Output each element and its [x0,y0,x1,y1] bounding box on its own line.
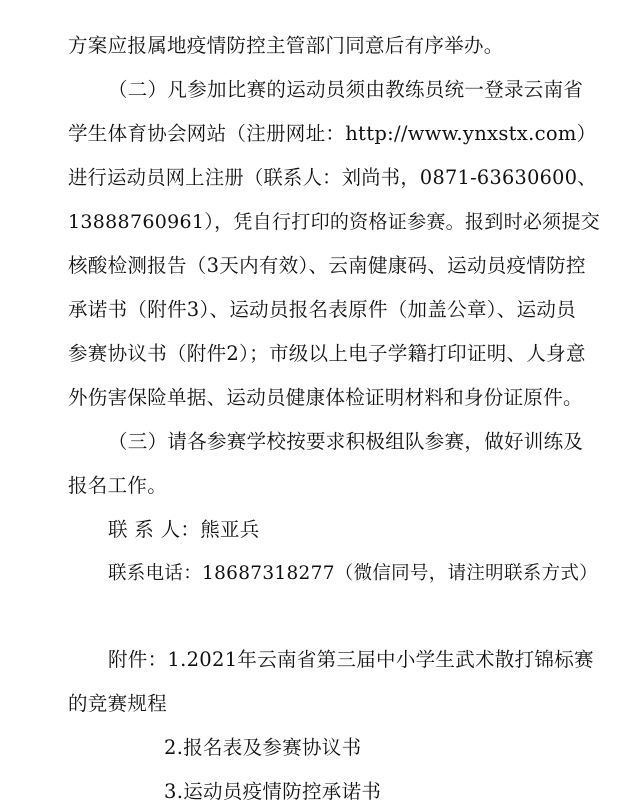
text-line-10: （三）请各参赛学校按要求积极组队参赛，做好训练及 [108,430,584,453]
text-line-6: 核酸检测报告（3天内有效）、云南健康码、运动员疫情防控 [68,254,586,277]
text-line-8: 参赛协议书（附件2）；市级以上电子学籍打印证明、人身意 [68,342,586,365]
text-line-1: 方案应报属地疫情防控主管部门同意后有序举办。 [68,34,504,57]
text-line-4: 进行运动员网上注册（联系人：刘尚书，0871-63630600、 [68,166,597,189]
text-line-5: 13888760961），凭自行打印的资格证参赛。报到时必须提交 [68,211,601,233]
text-line-2: （二）凡参加比赛的运动员须由教练员统一登录云南省 [108,78,584,101]
attachment-2: 2.报名表及参赛协议书 [164,736,362,759]
attachment-1-cont: 的竞赛规程 [68,692,168,715]
text-line-3: 学生体育协会网站（注册网址：http://www.ynxstx.com） [68,122,597,145]
text-line-7: 承诺书（附件3）、运动员报名表原件（加盖公章）、运动员 [68,298,577,321]
attachment-3: 3.运动员疫情防控承诺书 [164,780,382,803]
contact-phone: 联系电话：18687318277（微信同号，请注明联系方式） [108,563,598,584]
attachment-1: 附件：1.2021年云南省第三届中小学生武术散打锦标赛 [108,648,594,671]
contact-person: 联 系 人：熊亚兵 [108,518,260,541]
text-line-9: 外伤害保险单据、运动员健康体检证明材料和身份证原件。 [68,386,583,409]
text-line-11: 报名工作。 [68,474,168,497]
